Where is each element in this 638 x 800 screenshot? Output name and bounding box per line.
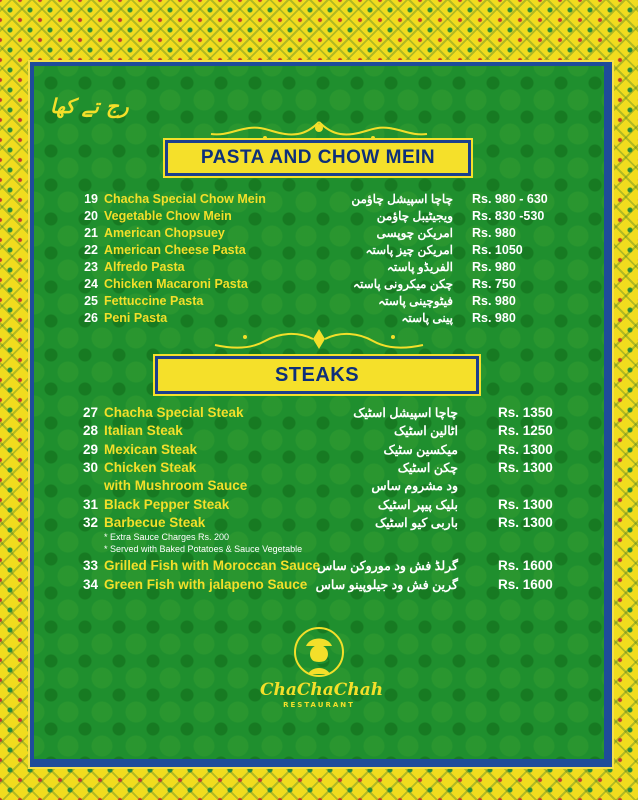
item-name-urdu: بلیک پیپر اسٹیک (377, 497, 458, 512)
ornament-flourish-middle (205, 327, 433, 355)
menu-item-row (0, 192, 638, 210)
item-price: Rs. 1350 (498, 405, 553, 420)
menu-item-row (0, 460, 638, 478)
note-extra-sauce: * Extra Sauce Charges Rs. 200 (104, 532, 230, 542)
menu-item-row (0, 277, 638, 295)
item-name-english: Chacha Special Chow Mein (104, 192, 266, 206)
item-name-urdu: امریکن چیز پاستہ (365, 243, 453, 257)
note-served-with: * Served with Baked Potatoes & Sauce Vegetable (104, 544, 303, 554)
item-name-urdu: چاچا اسپیشل چاؤمن (351, 192, 453, 206)
item-price: Rs. 1300 (498, 459, 553, 475)
item-price: Rs. 1600 (498, 558, 553, 573)
item-name-english: Mexican Steak (104, 441, 198, 457)
item-name-urdu: باربی کیو اسٹیک (374, 515, 458, 530)
item-name-english: Fettuccine Pasta (104, 294, 204, 308)
menu-item-row (0, 515, 638, 533)
section-title-steaks: STEAKS (155, 356, 479, 394)
logo-name: ChaChaChah (260, 680, 384, 700)
item-name-urdu: میکسین سٹیک (383, 442, 458, 457)
item-price: Rs. 980 - 630 (472, 192, 548, 206)
item-number: 20 (84, 209, 98, 223)
item-price: Rs. 980 (472, 294, 516, 308)
item-name-urdu: چکن میکرونی پاستہ (353, 277, 453, 291)
item-name-english: Chicken Steak (104, 459, 197, 475)
item-name-urdu: پینی پاستہ (401, 311, 453, 325)
item-number: 34 (82, 576, 98, 592)
menu-item-row (0, 294, 638, 312)
item-number: 24 (84, 277, 98, 291)
menu-item-row (0, 226, 638, 244)
item-name-urdu: امریکن چوپسی (376, 226, 453, 240)
item-number: 30 (82, 459, 98, 475)
item-price: Rs. 1250 (498, 423, 553, 439)
item-number: 28 (82, 423, 98, 439)
section-title-pasta: PASTA AND CHOW MEIN (165, 140, 471, 176)
item-name-urdu: چکن اسٹیک (397, 460, 458, 475)
menu-item-row (0, 209, 638, 227)
item-name-urdu: ویجیٹیبل چاؤمن (376, 209, 453, 223)
item-name-english: American Cheese Pasta (104, 243, 246, 257)
item-price: Rs. 980 (472, 260, 516, 274)
item-price: Rs. 830 -530 (472, 209, 545, 223)
menu-item-row (0, 577, 638, 595)
item-name-english: Grilled Fish with Moroccan Sauce (104, 558, 321, 573)
item-name-english: with Mushroom Sauce (104, 478, 248, 494)
item-number: 22 (84, 243, 98, 257)
menu-item-row (0, 260, 638, 278)
item-name-english: Peni Pasta (104, 311, 168, 325)
item-number: 29 (82, 441, 98, 457)
item-name-english: Barbecue Steak (104, 514, 206, 530)
menu-item-row (0, 558, 638, 576)
item-price: Rs. 1300 (498, 441, 553, 457)
item-number: 31 (82, 496, 98, 512)
item-name-english: Chicken Macaroni Pasta (104, 277, 248, 291)
item-number: 25 (84, 294, 98, 308)
menu-item-row (0, 423, 638, 441)
item-number: 23 (84, 260, 98, 274)
item-name-urdu: چاچا اسپیشل اسٹیک (353, 406, 458, 420)
item-name-urdu: اٹالین اسٹیک (393, 424, 458, 439)
item-number: 32 (82, 514, 98, 530)
item-name-english: Black Pepper Steak (104, 496, 230, 512)
item-number: 21 (84, 226, 98, 240)
item-number: 19 (84, 192, 98, 206)
item-price: Rs. 980 (472, 226, 516, 240)
item-name-urdu: گرلڈ فش ود موروکن ساس (317, 559, 458, 573)
ornament-flourish-top (205, 118, 433, 142)
logo-subtitle: RESTAURANT (283, 701, 355, 709)
menu-item-row (0, 497, 638, 515)
item-price: Rs. 980 (472, 311, 516, 325)
item-name-english: Italian Steak (104, 423, 183, 439)
item-price: Rs. 1050 (472, 243, 523, 257)
item-name-urdu: فیٹوچینی پاستہ (378, 294, 453, 308)
brand-urdu-logo: رج تے کھا (50, 94, 129, 118)
item-number: 27 (82, 405, 98, 420)
item-name-english: Alfredo Pasta (104, 260, 185, 274)
menu-item-row (0, 405, 638, 423)
item-name-english: Green Fish with jalapeno Sauce (104, 576, 308, 592)
item-name-english: American Chopsuey (104, 226, 225, 240)
item-name-english: Chacha Special Steak (104, 405, 244, 420)
menu-item-row (0, 442, 638, 460)
menu-item-row (0, 478, 638, 496)
item-price: Rs. 750 (472, 277, 516, 291)
item-number: 26 (84, 311, 98, 325)
item-name-urdu: ود مشروم ساس (371, 479, 458, 494)
item-number: 33 (82, 558, 98, 573)
item-name-english: Vegetable Chow Mein (104, 209, 232, 223)
item-name-urdu: الفریڈو پاستہ (386, 260, 453, 274)
item-price: Rs. 1300 (498, 496, 553, 512)
item-name-urdu: گرین فش ود جیلوپینو ساس (315, 577, 458, 592)
item-price: Rs. 1300 (498, 514, 553, 530)
menu-item-row (0, 243, 638, 261)
item-price: Rs. 1600 (498, 576, 553, 592)
